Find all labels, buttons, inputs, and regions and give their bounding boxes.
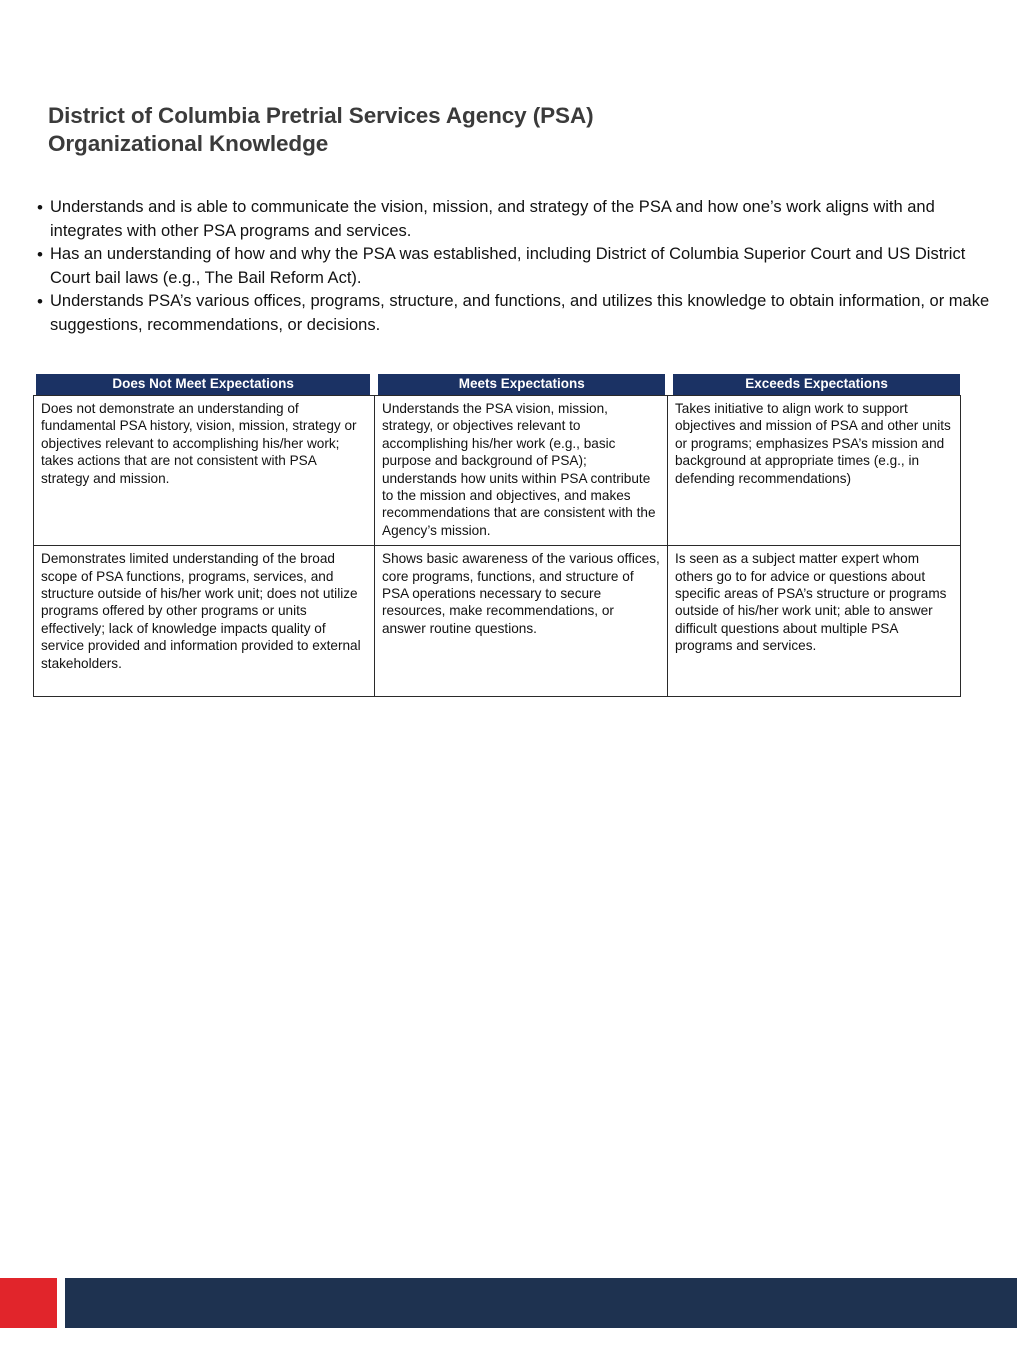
cell-row2-exceeds: Is seen as a subject matter expert whom others go to for advice or questions about specific areas of PSA’s structure or programs outside of his/her work unit; able to answer difficult questions about multiple PSA programs and services. xyxy=(668,546,961,697)
bullet-point-icon: • xyxy=(37,292,43,311)
cell-row1-meets: Understands the PSA vision, mission, strategy, or objectives relevant to accomplishing his/her work (e.g., basic purpose and background of PSA); understands how units within PSA contribute to the mission and objectives, and makes recommendations that are consistent with the Agency’s mission. xyxy=(375,396,668,546)
bullet-point-icon: • xyxy=(37,245,43,264)
list-item-text: Understands PSA’s various offices, programs, structure, and functions, and utilizes this knowledge to obtain information, or make suggestions, recommendations, or decisions. xyxy=(50,292,990,334)
cell-row2-does-not-meet: Demonstrates limited understanding of the broad scope of PSA functions, programs, services, and structure outside of his/her work unit; does not utilize programs offered by other programs or units effectively; lack of knowledge impacts quality of service provided and information provided to external stakeholders. xyxy=(34,546,375,697)
list-item-text: Has an understanding of how and why the PSA was established, including District of Columbia Superior Court and US District Court bail laws (e.g., The Bail Reform Act). xyxy=(50,245,966,287)
table-header-row xyxy=(33,374,960,395)
list-item xyxy=(33,196,993,243)
table-row xyxy=(34,396,961,546)
cell-row2-meets: Shows basic awareness of the various offices, core programs, functions, and structure of PSA operations necessary to secure resources, make recommendations, or answer routine questions. xyxy=(375,546,668,697)
rubric-body xyxy=(33,395,961,697)
cell-row1-exceeds: Takes initiative to align work to support objectives and mission of PSA and other units or programs; emphasizes PSA’s mission and background at appropriate times (e.g., in defending recommendations) xyxy=(668,396,961,546)
list-item xyxy=(33,290,993,337)
list-item-text: Understands and is able to communicate the vision, mission, and strategy of the PSA and how one’s work aligns with and integrates with other PSA programs and services. xyxy=(50,198,935,240)
column-header-exceeds: Exceeds Expectations xyxy=(670,374,960,395)
page-title-line-1: District of Columbia Pretrial Services Agency (PSA) xyxy=(48,103,594,128)
competency-bullet-list xyxy=(33,196,993,337)
page-footer xyxy=(0,1278,1024,1330)
page-title xyxy=(48,102,948,158)
bullet-point-icon: • xyxy=(37,198,43,217)
column-header-meets: Meets Expectations xyxy=(375,374,665,395)
column-header-does-not-meet: Does Not Meet Expectations xyxy=(33,374,370,395)
rating-rubric-table xyxy=(33,374,960,697)
footer-red-accent-block xyxy=(0,1278,57,1328)
list-item xyxy=(33,243,993,290)
cell-row1-does-not-meet: Does not demonstrate an understanding of fundamental PSA history, vision, mission, strategy or objectives relevant to accomplishing his/her work; takes actions that are not consistent with PSA strategy and mission. xyxy=(34,396,375,546)
page-title-line-2: Organizational Knowledge xyxy=(48,131,329,156)
footer-navy-bar xyxy=(65,1278,1017,1328)
table-row xyxy=(34,546,961,697)
